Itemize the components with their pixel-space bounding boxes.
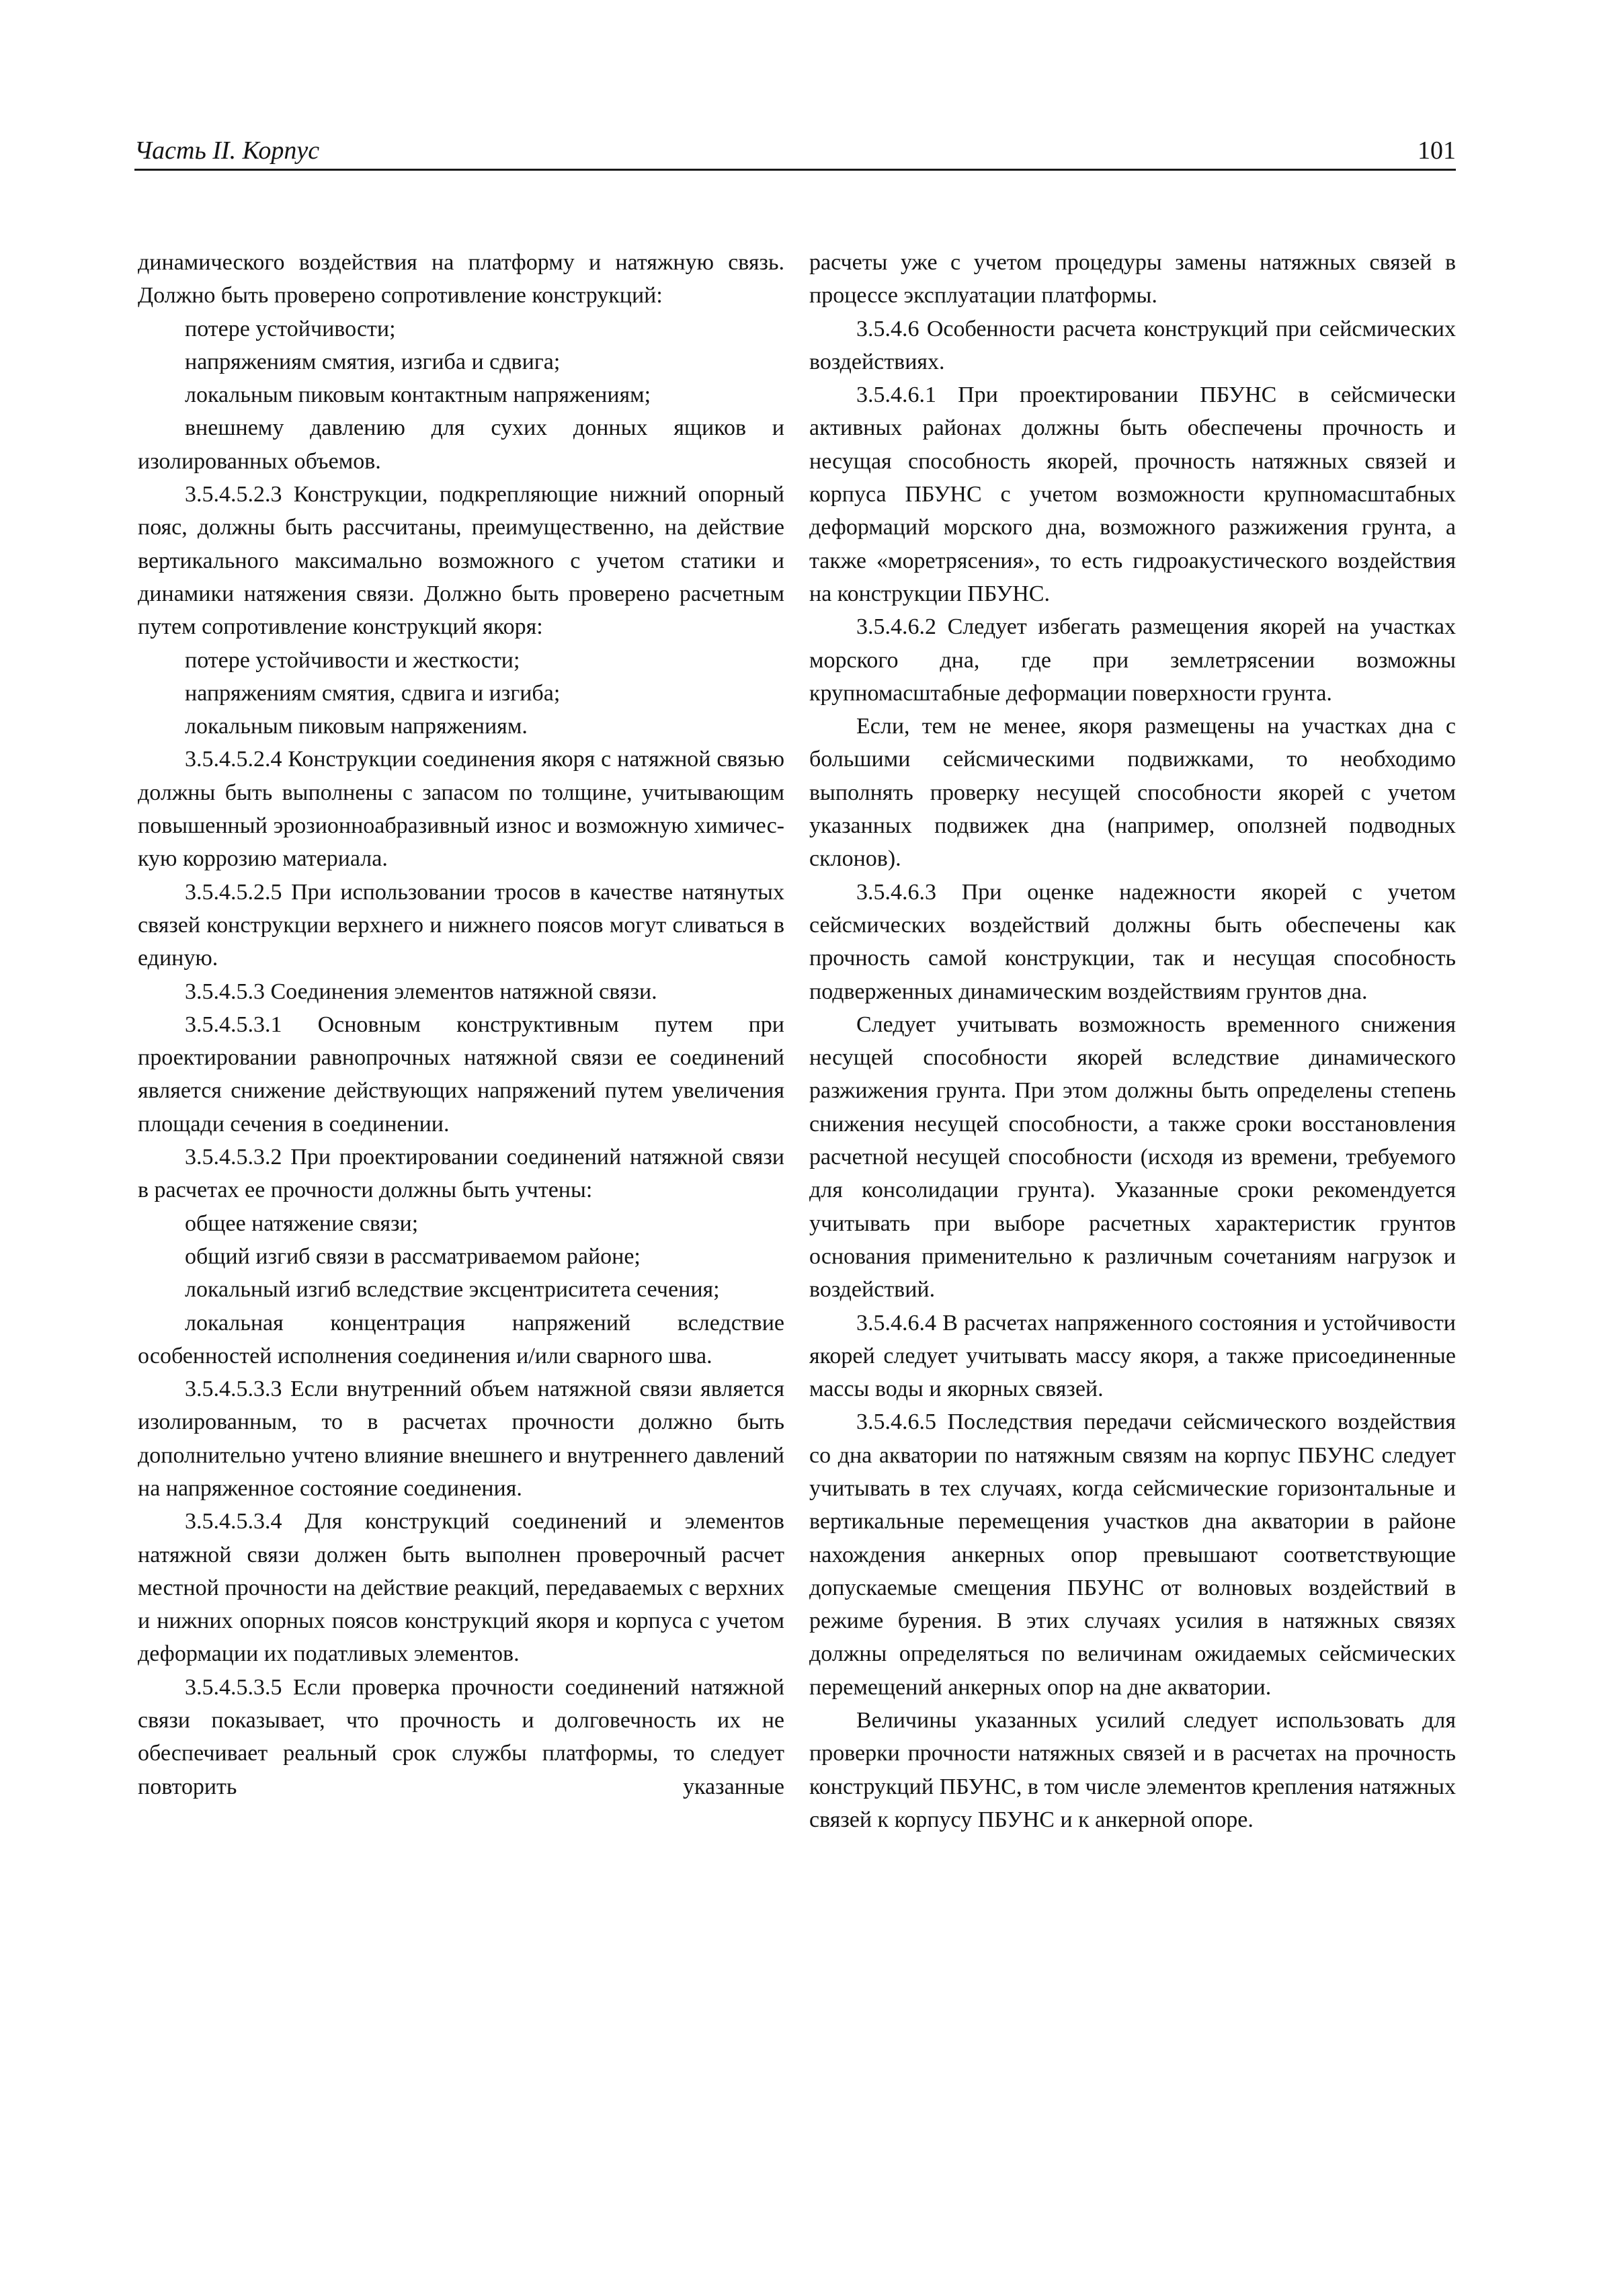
running-header bbox=[134, 128, 1456, 171]
paragraph: динамического воздействия на платформу и натяжную связь. Должно быть проверено сопротивление конструкций: bbox=[138, 250, 784, 309]
list-item: потере устойчивости и жесткости; bbox=[185, 647, 520, 673]
paragraph: 3.5.4.5.2.4 Конструкции соединения якоря с натяжной связью должны быть выполнены с запасом по толщине, учитывающим повышенный эрозионноабразивный износ и возможную химическую коррозию материала. bbox=[138, 747, 784, 872]
paragraph: 3.5.4.6.3 При оценке надежности якорей с учетом сейсмических воздействий должны быть обеспечены как прочность самой конструкции, так и несущая способность подверженных динамическим воздействиям грунтов дна. bbox=[809, 879, 1456, 1004]
section-heading: 3.5.4.6 Особенности расчета конструкций при сейсмических воздействиях. bbox=[809, 316, 1456, 374]
list-item: внешнему давлению для сухих донных ящиков и изолированных объемов. bbox=[138, 415, 784, 474]
list-item: локальным пиковым напряжениям. bbox=[185, 714, 528, 739]
header-rule bbox=[134, 169, 1456, 171]
section-heading: 3.5.4.5.3 Соединения элементов натяжной связи. bbox=[185, 979, 657, 1004]
paragraph: 3.5.4.6.4 В расчетах напряженного состояния и устойчивости якорей следует учитывать массу якоря, а также присоединенные массы воды и якорных связей. bbox=[809, 1310, 1456, 1402]
list-item: напряжениям смятия, сдвига и изгиба; bbox=[185, 680, 561, 706]
left-column bbox=[138, 246, 784, 1803]
paragraph: 3.5.4.5.3.2 При проектировании соединений натяжной связи в расчетах ее прочности должны быть учтены: bbox=[138, 1145, 784, 1203]
paragraph: Следует учитывать возможность временного снижения несущей способности якорей вследствие динамического разжижения грунта. При этом должны быть определены степень снижения несущей способности, а также сроки восстановления расчетной несущей способности (исходя из времени, требуемого для консолидации грунта). Указанные сроки рекомендуется учитывать при выборе расчетных характеристик грунтов основания применительно к различным сочетаниям нагрузок и воздействий. bbox=[809, 1012, 1456, 1303]
list-item: потере устойчивости; bbox=[185, 316, 396, 341]
list-item: локальный изгиб вследствие эксцентриситета сечения; bbox=[185, 1277, 720, 1303]
paragraph: расчеты уже с учетом процедуры замены натяжных связей в процессе эксплуатации платформы. bbox=[809, 250, 1456, 309]
list-item: напряжениям смятия, изгиба и сдвига; bbox=[185, 349, 561, 374]
paragraph: Если, тем не менее, якоря размещены на участках дна с большими сейсмическими подвижками, то необходимо выполнять проверку несущей способности якорей с учетом указанных подвижек дна (например, оползней подводных склонов). bbox=[809, 714, 1456, 872]
right-column bbox=[809, 246, 1456, 1836]
paragraph: 3.5.4.5.3.4 Для конструкций соединений и элементов натяжной связи должен быть выполнен проверочный расчет местной прочности на действие реакций, передаваемых с верхних и нижних опорных поясов конструкций якоря и корпуса с учетом деформации их податливых элементов. bbox=[138, 1509, 784, 1667]
paragraph: 3.5.4.5.3.1 Основным конструктивным путем при проектировании равнопрочных натяжной связи ее соединений является снижение действующих напряжений путем увеличения площади сечения в соединении. bbox=[138, 1012, 784, 1137]
paragraph: 3.5.4.5.2.5 При использовании тросов в качестве натянутых связей конструкции верхнего и нижнего поясов могут сливаться в единую. bbox=[138, 879, 784, 971]
paragraph: 3.5.4.5.3.5 Если проверка прочности соединений натяжной связи показывает, что прочность и долговечность их не обеспечивает реальный срок службы платформы, то следует повторить указанные bbox=[138, 1674, 784, 1799]
list-item: локальным пиковым контактным напряжениям; bbox=[185, 382, 651, 408]
paragraph: 3.5.4.6.1 При проектировании ПБУНС в сейсмически активных районах должны быть обеспечены прочность и несущая способность якорей, прочность натяжных связей и корпуса ПБУНС с учетом возможности крупномасштабных деформаций морского дна, возможного разжижения грунта, а также «моретрясения», то есть гидроакустического воздействия на конструкции ПБУНС. bbox=[809, 382, 1456, 606]
list-item: общее натяжение связи; bbox=[185, 1211, 419, 1236]
paragraph: 3.5.4.6.2 Следует избегать размещения якорей на участках морского дна, где при землетрясении возможны крупномасштабные деформации поверхности грунта. bbox=[809, 614, 1456, 706]
list-item: локальная концентрация напряжений вследствие особенностей исполнения соединения и/или сварного шва. bbox=[138, 1310, 784, 1368]
paragraph: 3.5.4.6.5 Последствия передачи сейсмического воздействия со дна акватории по натяжным связям на корпус ПБУНС следует учитывать в тех случаях, когда сейсмические горизонтальные и вертикальные перемещения участков дна акватории в районе нахождения анкерных опор превышают соответствующие допускаемые смещения ПБУНС от волновых воздействий в режиме бурения. В этих случаях усилия в натяжных связях должны определяться по величинам ожидаемых сейсмических перемещений анкерных опор на дне акватории. bbox=[809, 1409, 1456, 1700]
page-number: 101 bbox=[1418, 136, 1456, 165]
paragraph: 3.5.4.5.2.3 Конструкции, подкрепляющие нижний опорный пояс, должны быть рассчитаны, преимущественно, на действие вертикального максимально возможного с учетом статики и динамики натяжения связи. Должно быть проверено расчетным путем сопротивление конструкций якоря: bbox=[138, 482, 784, 640]
paragraph: 3.5.4.5.3.3 Если внутренний объем натяжной связи является изолированным, то в расчетах прочности должно быть дополнительно учтено влияние внешнего и внутреннего давлений на напряженное состояние соединения. bbox=[138, 1377, 784, 1501]
list-item: общий изгиб связи в рассматриваемом районе; bbox=[185, 1243, 641, 1269]
paragraph: Величины указанных усилий следует использовать для проверки прочности натяжных связей и в расчетах на прочность конструкций ПБУНС, в том числе элементов крепления натяжных связей к корпусу ПБУНС и к анкерной опоре. bbox=[809, 1708, 1456, 1832]
header-title: Часть II. Корпус bbox=[134, 136, 320, 165]
